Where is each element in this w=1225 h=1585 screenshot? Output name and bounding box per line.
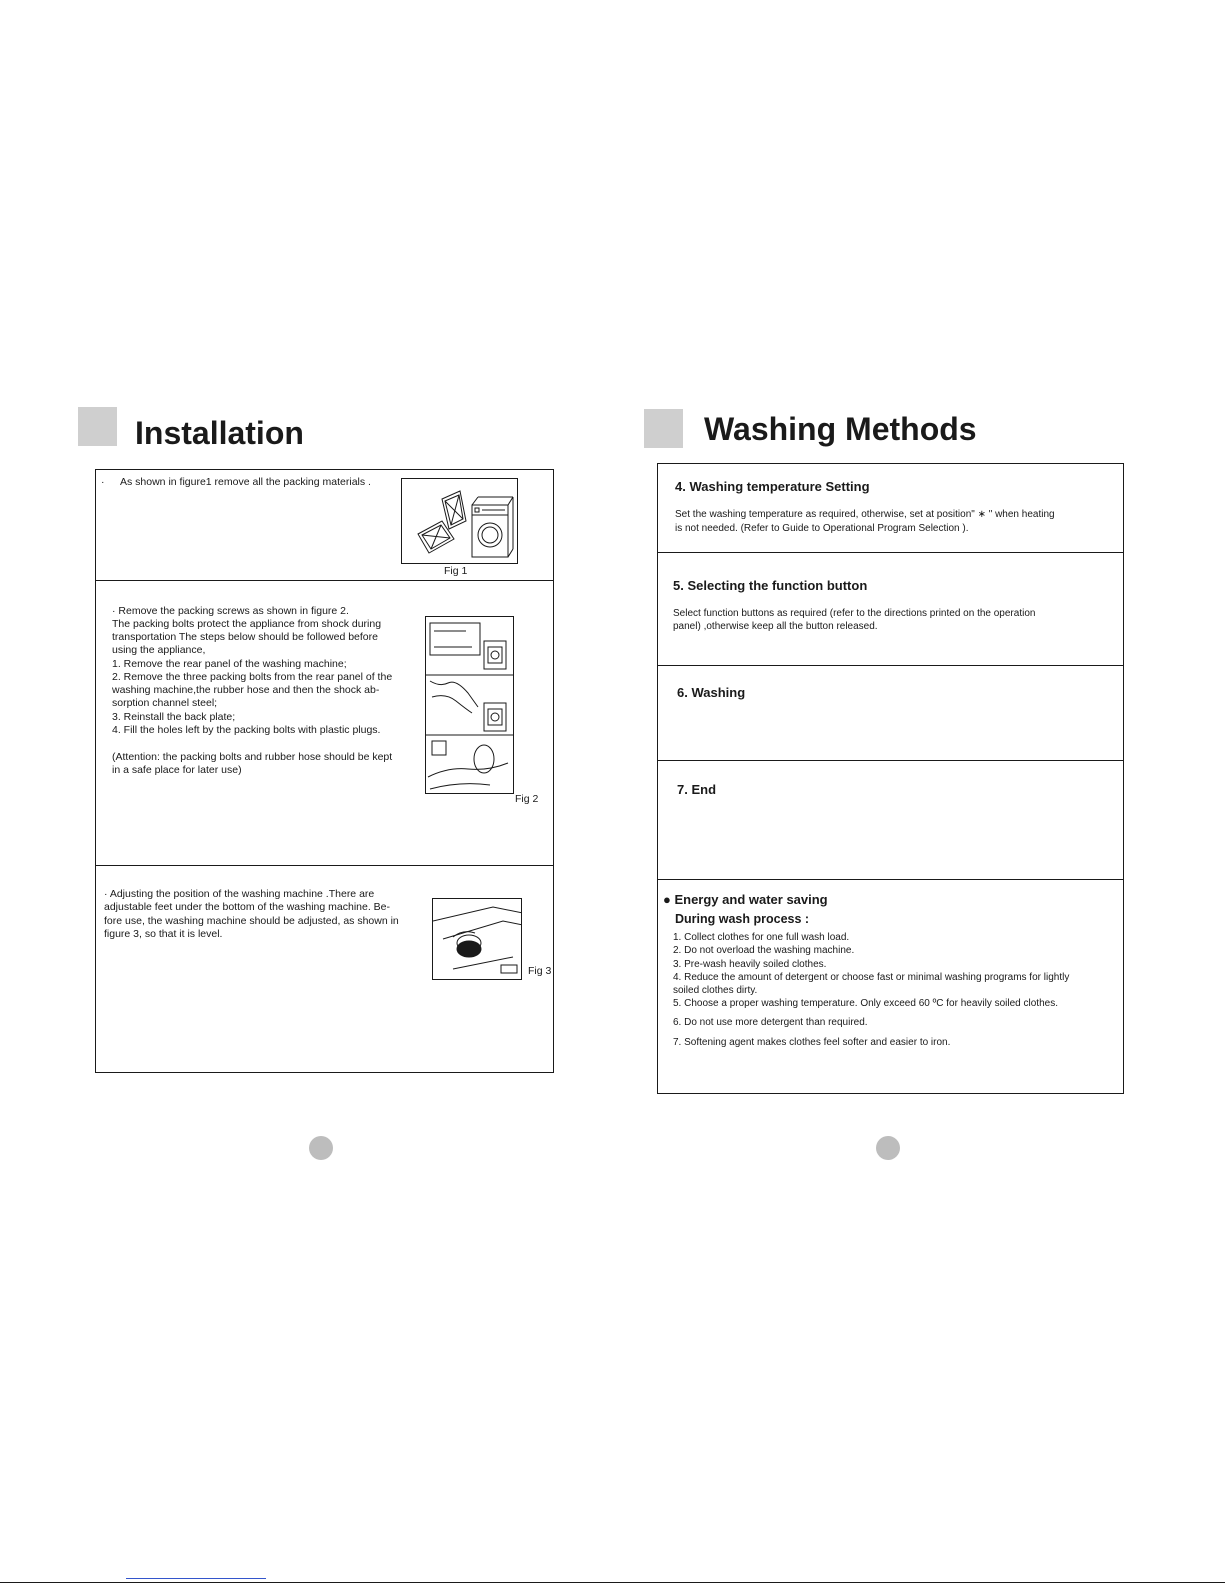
divider	[95, 580, 554, 581]
step-text: · Remove the packing screws as shown in figure 2.	[112, 605, 349, 617]
list-item: 3. Pre-wash heavily soiled clothes.	[673, 959, 827, 970]
list-item: 5. Choose a proper washing temperature. Only exceed 60 ºC for heavily soiled clothes.	[673, 998, 1058, 1009]
list-item: 1. Collect clothes for one full wash load.	[673, 932, 850, 943]
figure-3-illustration	[432, 898, 522, 980]
step-text: 3. Reinstall the back plate;	[112, 711, 236, 723]
figure-1-caption: Fig 1	[444, 565, 468, 577]
figure-2-caption: Fig 2	[515, 793, 539, 805]
step-text: sorption channel steel;	[112, 697, 218, 709]
section-text: Select function buttons as required (refer to the directions printed on the operation	[673, 608, 1036, 619]
section-heading: 6. Washing	[677, 685, 746, 700]
section-heading: 4. Washing temperature Setting	[675, 479, 870, 494]
divider	[657, 665, 1124, 666]
list-item: soiled clothes dirty.	[673, 985, 758, 996]
step-text: fore use, the washing machine should be adjusted, as shown in	[104, 915, 399, 927]
left-page-title: Installation	[135, 415, 304, 451]
list-item: 6. Do not use more detergent than required.	[673, 1017, 868, 1028]
figure-1-illustration	[401, 478, 518, 564]
section-text: Set the washing temperature as required, otherwise, set at position" ∗ " when heating	[675, 509, 1055, 520]
section-heading: 5. Selecting the function button	[673, 578, 868, 593]
sub-heading: During wash process :	[675, 912, 810, 926]
page-number-dot	[876, 1136, 900, 1160]
step-text: using the appliance,	[112, 644, 206, 656]
page-number-dot	[309, 1136, 333, 1160]
right-title-marker	[644, 409, 683, 448]
figure-3-caption: Fig 3	[528, 965, 552, 977]
list-item: 2. Do not overload the washing machine.	[673, 945, 855, 956]
bullet: ·	[101, 476, 105, 488]
divider	[657, 552, 1124, 553]
step-text: 2. Remove the three packing bolts from the rear panel of the	[112, 671, 393, 683]
step-text: in a safe place for later use)	[112, 764, 242, 776]
list-item: 7. Softening agent makes clothes feel softer and easier to iron.	[673, 1037, 951, 1048]
step-text: · Adjusting the position of the washing machine .There are	[104, 888, 375, 900]
step-text: 4. Fill the holes left by the packing bolts with plastic plugs.	[112, 724, 381, 736]
right-page-title: Washing Methods	[704, 411, 977, 447]
step-text: (Attention: the packing bolts and rubber hose should be kept	[112, 751, 393, 763]
section-text: panel) ,otherwise keep all the button released.	[673, 621, 878, 632]
step-text: adjustable feet under the bottom of the washing machine. Be-	[104, 901, 391, 913]
section-heading: 7. End	[677, 782, 717, 797]
divider	[657, 760, 1124, 761]
left-title-marker	[78, 407, 117, 446]
figure-2-illustration	[425, 616, 514, 794]
step-text: As shown in figure1 remove all the packing materials .	[120, 476, 371, 488]
step-text: transportation The steps below should be followed before	[112, 631, 378, 643]
step-text: The packing bolts protect the appliance from shock during	[112, 618, 382, 630]
list-item: 4. Reduce the amount of detergent or choose fast or minimal washing programs for lightly	[673, 972, 1070, 983]
step-text: 1. Remove the rear panel of the washing machine;	[112, 658, 347, 670]
divider	[95, 865, 554, 866]
link-underline	[126, 1578, 266, 1579]
step-text: washing machine,the rubber hose and then the shock ab-	[112, 684, 380, 696]
step-text: figure 3, so that it is level.	[104, 928, 223, 940]
bottom-rule	[0, 1582, 1225, 1583]
section-heading: ● Energy and water saving	[663, 892, 828, 907]
divider	[657, 879, 1124, 880]
section-text: is not needed. (Refer to Guide to Operational Program Selection ).	[675, 523, 969, 534]
